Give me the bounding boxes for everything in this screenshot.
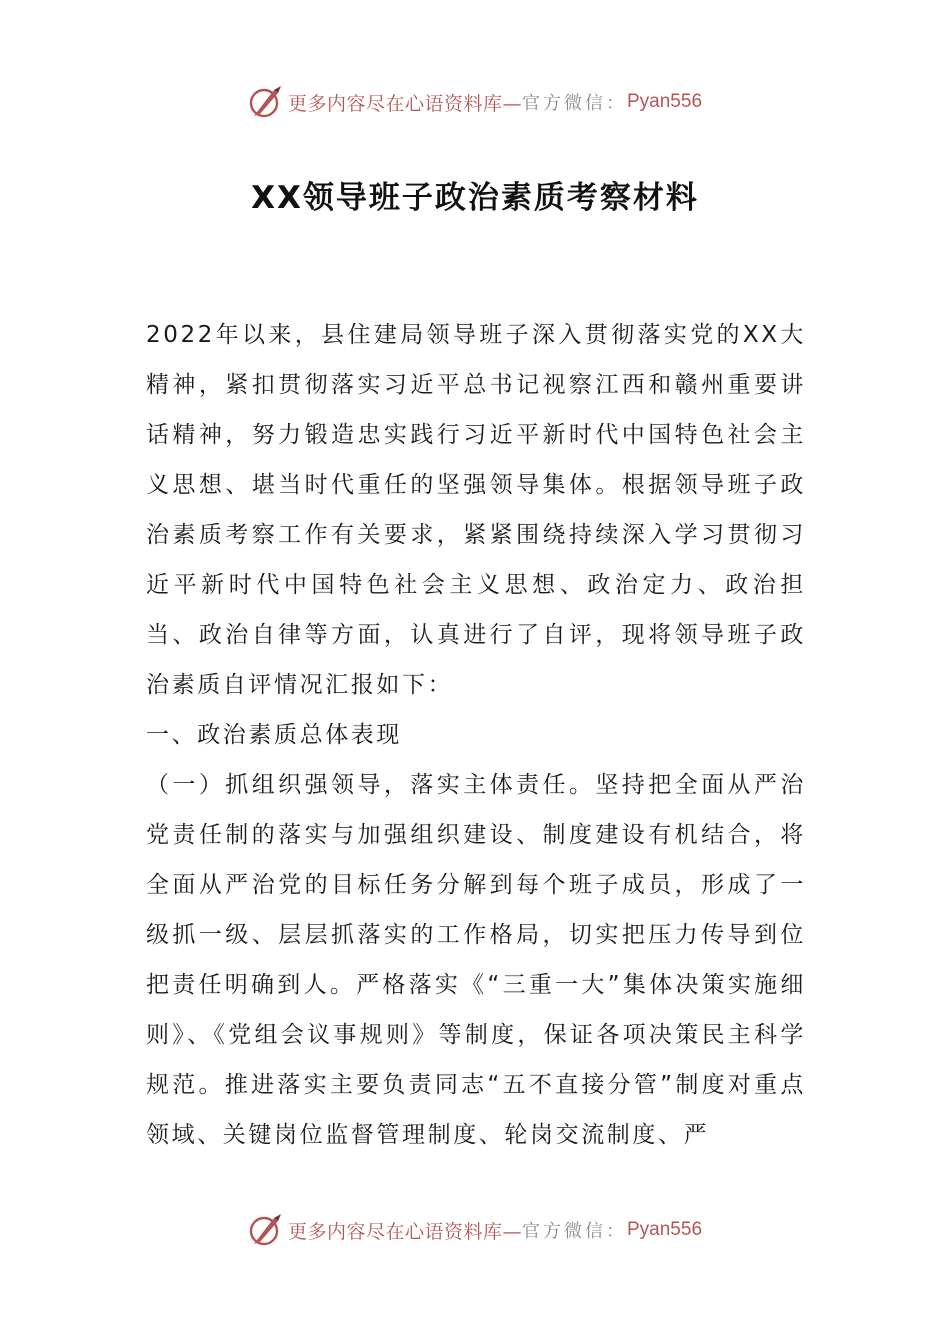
quill-pen-logo-icon: [248, 1212, 284, 1248]
body-paragraph: （一）抓组织强领导，落实主体责任。坚持把全面从严治党责任制的落实与加强组织建设、制度建设有机结合，将全面从严治党的目标任务分解到每个班子成员，形成了一级抓一级、层层抓落实的工作格局，切实把压力传导到位把责任明确到人。严格落实《“三重一大”集体决策实施细则》、《党组会议事规则》等制度，保证各项决策民主科学规范。推进落实主要负责同志“五不直接分管”制度对重点领域、关键岗位监督管理制度、轮岗交流制度、严: [146, 772, 806, 1148]
section-heading: 一、政治素质总体表现: [146, 722, 402, 748]
header-banner: [0, 82, 950, 122]
footer-banner: [0, 1210, 950, 1250]
banner-text: 更多内容尽在心语资料库—: [287, 92, 522, 115]
banner-wechat-label: 官方微信：: [522, 93, 627, 114]
document-title: XX领导班子政治素质考察材料: [251, 180, 699, 216]
banner-text: 更多内容尽在心语资料库—: [287, 1220, 522, 1243]
banner-wechat-id: Pyan556: [627, 91, 703, 112]
intro-paragraph: 2022年以来，县住建局领导班子深入贯彻落实党的XX大精神，紧扣贯彻落实习近平总书记视察江西和赣州重要讲话精神，努力锻造忠实践行习近平新时代中国特色社会主义思想、堪当时代重任的坚强领导集体。根据领导班子政治素质考察工作有关要求，紧紧围绕持续深入学习贯彻习近平新时代中国特色社会主义思想、政治定力、政治担当、政治自律等方面，认真进行了自评，现将领导班子政治素质自评情况汇报如下：: [146, 322, 806, 698]
banner-wechat-id: Pyan556: [627, 1219, 703, 1240]
quill-pen-logo-icon: [248, 84, 284, 120]
banner-wechat-label: 官方微信：: [522, 1221, 627, 1242]
